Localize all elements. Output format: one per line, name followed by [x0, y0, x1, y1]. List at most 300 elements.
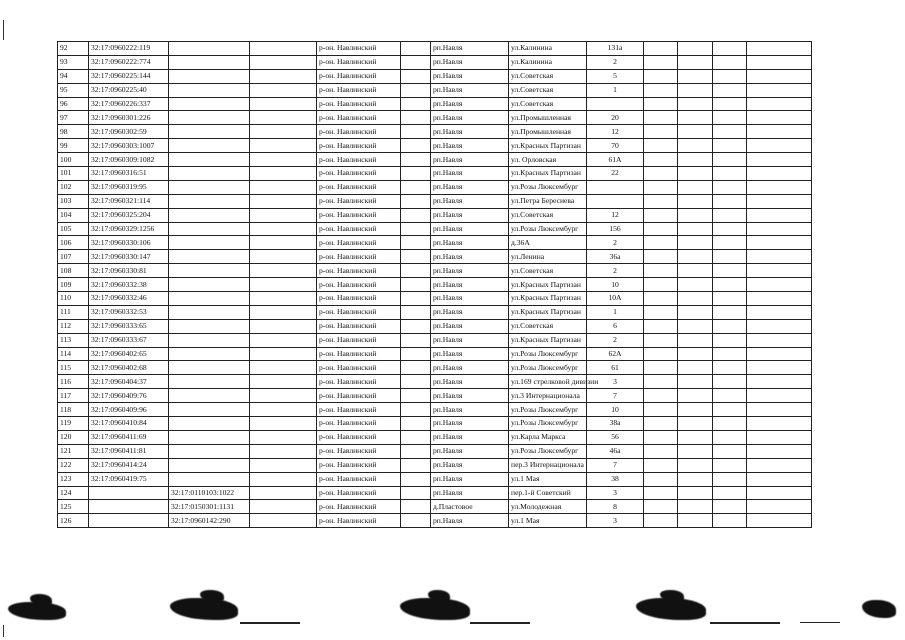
blank-cell [250, 236, 317, 250]
locality-cell: рп.Навля [431, 472, 509, 486]
blank-cell [747, 389, 812, 403]
row-number: 110 [58, 292, 89, 306]
blank-cell [713, 319, 747, 333]
district-cell: р-он. Навлинский [317, 292, 401, 306]
blank-cell [678, 125, 713, 139]
district-cell: р-он. Навлинский [317, 430, 401, 444]
cadastral-number-cell: 32:17:0960332:53 [89, 305, 169, 319]
house-number-cell: 3 [587, 486, 644, 500]
blank-cell [713, 97, 747, 111]
table-row [58, 194, 812, 208]
blank-cell [678, 194, 713, 208]
district-cell: р-он. Навлинский [317, 83, 401, 97]
district-cell: р-он. Навлинский [317, 153, 401, 167]
blank-cell [713, 139, 747, 153]
blank-cell [713, 264, 747, 278]
street-cell: ул.1 Мая [509, 514, 587, 528]
blank-cell [678, 403, 713, 417]
blank-cell [747, 194, 812, 208]
cadastral-number-alt-cell [169, 208, 250, 222]
blank-cell [401, 389, 431, 403]
blank-cell [644, 167, 678, 181]
street-cell: ул.Молодежная [509, 500, 587, 514]
district-cell: р-он. Навлинский [317, 180, 401, 194]
blank-cell [747, 97, 812, 111]
blank-cell [713, 486, 747, 500]
blank-cell [644, 236, 678, 250]
street-cell: ул.3 Интернационала [509, 389, 587, 403]
blank-cell [678, 167, 713, 181]
row-number: 116 [58, 375, 89, 389]
blank-cell [678, 444, 713, 458]
blank-cell [713, 403, 747, 417]
blank-cell [401, 97, 431, 111]
cadastral-number-alt-cell [169, 55, 250, 69]
district-cell: р-он. Навлинский [317, 347, 401, 361]
blank-cell [250, 472, 317, 486]
blank-cell [401, 500, 431, 514]
table-row [58, 278, 812, 292]
blank-cell [644, 319, 678, 333]
cadastral-number-alt-cell [169, 458, 250, 472]
blank-cell [713, 514, 747, 528]
blank-cell [747, 69, 812, 83]
row-number: 104 [58, 208, 89, 222]
blank-cell [713, 347, 747, 361]
cadastral-number-cell: 32:17:0960302:59 [89, 125, 169, 139]
blank-cell [678, 69, 713, 83]
blank-cell [713, 458, 747, 472]
district-cell: р-он. Навлинский [317, 403, 401, 417]
cadastral-number-alt-cell [169, 430, 250, 444]
blank-cell [644, 194, 678, 208]
blank-cell [678, 208, 713, 222]
row-number: 97 [58, 111, 89, 125]
blank-cell [678, 153, 713, 167]
house-number-cell: 2 [587, 236, 644, 250]
street-cell: ул.Розы Люксембург [509, 361, 587, 375]
street-cell: ул.Советская [509, 69, 587, 83]
cadastral-number-alt-cell [169, 153, 250, 167]
house-number-cell: 10 [587, 403, 644, 417]
row-number: 98 [58, 125, 89, 139]
street-cell: ул.1 Мая [509, 472, 587, 486]
cadastral-number-cell: 32:17:0960225:40 [89, 83, 169, 97]
locality-cell: рп.Навля [431, 333, 509, 347]
blank-cell [250, 319, 317, 333]
blank-cell [401, 472, 431, 486]
table-row [58, 167, 812, 181]
blank-cell [250, 125, 317, 139]
cadastral-number-cell: 32:17:0960303:1007 [89, 139, 169, 153]
blank-cell [678, 472, 713, 486]
row-number: 111 [58, 305, 89, 319]
row-number: 118 [58, 403, 89, 417]
blank-cell [401, 264, 431, 278]
row-number: 96 [58, 97, 89, 111]
blank-cell [644, 83, 678, 97]
blank-cell [401, 514, 431, 528]
cadastral-number-cell: 32:17:0960325:204 [89, 208, 169, 222]
blank-cell [678, 319, 713, 333]
cadastral-number-alt-cell [169, 333, 250, 347]
blank-cell [678, 42, 713, 56]
table-row [58, 514, 812, 528]
blank-cell [747, 319, 812, 333]
cadastral-number-cell: 32:17:0960410:84 [89, 417, 169, 431]
table-row [58, 97, 812, 111]
table-row [58, 55, 812, 69]
table-row [58, 222, 812, 236]
blank-cell [747, 125, 812, 139]
table-row [58, 83, 812, 97]
district-cell: р-он. Навлинский [317, 514, 401, 528]
locality-cell: рп.Навля [431, 139, 509, 153]
table-row [58, 180, 812, 194]
cadastral-number-alt-cell [169, 444, 250, 458]
house-number-cell: 70 [587, 139, 644, 153]
table-row [58, 389, 812, 403]
blank-cell [713, 83, 747, 97]
blank-cell [644, 111, 678, 125]
district-cell: р-он. Навлинский [317, 333, 401, 347]
blank-cell [713, 55, 747, 69]
street-cell: ул.Розы Люксембург [509, 417, 587, 431]
cadastral-number-cell: 32:17:0960222:774 [89, 55, 169, 69]
cadastral-number-cell [89, 486, 169, 500]
blank-cell [250, 486, 317, 500]
cadastral-number-cell: 32:17:0960309:1082 [89, 153, 169, 167]
cadastral-number-cell: 32:17:0960330:81 [89, 264, 169, 278]
house-number-cell: 156 [587, 222, 644, 236]
blank-cell [747, 403, 812, 417]
row-number: 103 [58, 194, 89, 208]
row-number: 92 [58, 42, 89, 56]
table-row [58, 125, 812, 139]
house-number-cell [587, 180, 644, 194]
row-number: 114 [58, 347, 89, 361]
blank-cell [401, 278, 431, 292]
blank-cell [678, 250, 713, 264]
blank-cell [713, 69, 747, 83]
street-cell: ул.Советская [509, 97, 587, 111]
blank-cell [747, 361, 812, 375]
row-number: 126 [58, 514, 89, 528]
street-cell: ул.Ленина [509, 250, 587, 264]
blank-cell [747, 111, 812, 125]
blank-cell [678, 486, 713, 500]
district-cell: р-он. Навлинский [317, 500, 401, 514]
cadastral-number-alt-cell [169, 83, 250, 97]
table-body [58, 42, 812, 528]
blank-cell [401, 180, 431, 194]
blank-cell [644, 222, 678, 236]
locality-cell: д.Пластовое [431, 500, 509, 514]
blank-cell [401, 333, 431, 347]
blank-cell [678, 292, 713, 306]
street-cell: ул.Розы Люксембург [509, 403, 587, 417]
table-row [58, 250, 812, 264]
blank-cell [401, 236, 431, 250]
blank-cell [250, 430, 317, 444]
locality-cell: рп.Навля [431, 69, 509, 83]
blank-cell [250, 347, 317, 361]
street-cell: ул.Розы Люксембург [509, 347, 587, 361]
blank-cell [401, 430, 431, 444]
locality-cell: рп.Навля [431, 250, 509, 264]
blank-cell [747, 222, 812, 236]
street-cell: ул.Красных Партизан [509, 333, 587, 347]
locality-cell: рп.Навля [431, 194, 509, 208]
row-number: 124 [58, 486, 89, 500]
locality-cell: рп.Навля [431, 444, 509, 458]
district-cell: р-он. Навлинский [317, 167, 401, 181]
cadastral-number-alt-cell: 32:17:0960142:290 [169, 514, 250, 528]
blank-cell [747, 180, 812, 194]
table-row [58, 486, 812, 500]
blank-cell [644, 250, 678, 264]
row-number: 101 [58, 167, 89, 181]
cadastral-number-cell: 32:17:0960225:144 [89, 69, 169, 83]
blank-cell [644, 69, 678, 83]
house-number-cell: 12 [587, 125, 644, 139]
house-number-cell: 2 [587, 333, 644, 347]
blank-cell [401, 444, 431, 458]
cadastral-number-alt-cell [169, 389, 250, 403]
house-number-cell: 6 [587, 319, 644, 333]
cadastral-number-alt-cell [169, 403, 250, 417]
locality-cell: рп.Навля [431, 167, 509, 181]
locality-cell: рп.Навля [431, 514, 509, 528]
cadastral-number-alt-cell [169, 417, 250, 431]
blank-cell [713, 236, 747, 250]
cadastral-number-cell: 32:17:0960226:337 [89, 97, 169, 111]
blank-cell [713, 125, 747, 139]
blank-cell [678, 333, 713, 347]
blank-cell [644, 417, 678, 431]
blank-cell [250, 417, 317, 431]
table-row [58, 333, 812, 347]
blank-cell [401, 305, 431, 319]
district-cell: р-он. Навлинский [317, 264, 401, 278]
cadastral-number-cell: 32:17:0960409:76 [89, 389, 169, 403]
cadastral-number-alt-cell [169, 42, 250, 56]
blank-cell [678, 375, 713, 389]
row-number: 106 [58, 236, 89, 250]
blank-cell [401, 69, 431, 83]
cadastral-number-cell: 32:17:0960329:1256 [89, 222, 169, 236]
row-number: 122 [58, 458, 89, 472]
street-cell: ул.Красных Партизан [509, 305, 587, 319]
house-number-cell: 20 [587, 111, 644, 125]
district-cell: р-он. Навлинский [317, 111, 401, 125]
street-cell: ул.Розы Люксембург [509, 180, 587, 194]
street-cell: ул.Советская [509, 319, 587, 333]
blank-cell [713, 180, 747, 194]
house-number-cell: 1 [587, 305, 644, 319]
blank-cell [644, 278, 678, 292]
blank-cell [250, 250, 317, 264]
blank-cell [401, 111, 431, 125]
cadastral-number-cell: 32:17:0960330:147 [89, 250, 169, 264]
blank-cell [401, 153, 431, 167]
row-number: 120 [58, 430, 89, 444]
blank-cell [250, 111, 317, 125]
blank-cell [747, 236, 812, 250]
blank-cell [250, 167, 317, 181]
blank-cell [644, 139, 678, 153]
house-number-cell: 62А [587, 347, 644, 361]
blank-cell [747, 139, 812, 153]
district-cell: р-он. Навлинский [317, 194, 401, 208]
cadastral-number-alt-cell [169, 194, 250, 208]
cadastral-number-cell [89, 500, 169, 514]
table-row [58, 444, 812, 458]
house-number-cell: 1 [587, 83, 644, 97]
street-cell: пер.1-й Советский [509, 486, 587, 500]
blank-cell [713, 472, 747, 486]
blank-cell [250, 55, 317, 69]
blank-cell [713, 361, 747, 375]
blank-cell [644, 430, 678, 444]
cadastral-number-cell: 32:17:0960332:38 [89, 278, 169, 292]
blank-cell [401, 55, 431, 69]
cadastral-number-alt-cell [169, 305, 250, 319]
house-number-cell: 46а [587, 444, 644, 458]
cadastral-number-cell: 32:17:0960414:24 [89, 458, 169, 472]
blank-cell [713, 305, 747, 319]
blank-cell [250, 153, 317, 167]
blank-cell [250, 139, 317, 153]
street-cell: ул.Красных Партизан [509, 278, 587, 292]
blank-cell [644, 472, 678, 486]
house-number-cell: 38 [587, 472, 644, 486]
blank-cell [713, 167, 747, 181]
blank-cell [747, 458, 812, 472]
blank-cell [747, 208, 812, 222]
row-number: 100 [58, 153, 89, 167]
blank-cell [747, 264, 812, 278]
blank-cell [678, 278, 713, 292]
blank-cell [250, 264, 317, 278]
house-number-cell: 36а [587, 250, 644, 264]
cadastral-number-cell: 32:17:0960301:226 [89, 111, 169, 125]
blank-cell [401, 194, 431, 208]
scan-edge-mark [3, 20, 4, 40]
blank-cell [644, 292, 678, 306]
blank-cell [401, 319, 431, 333]
house-number-cell: 61 [587, 361, 644, 375]
cadastral-number-alt-cell [169, 319, 250, 333]
blank-cell [401, 250, 431, 264]
cadastral-number-alt-cell: 32:17:0110103:1022 [169, 486, 250, 500]
blank-cell [678, 417, 713, 431]
blank-cell [401, 458, 431, 472]
table-row [58, 319, 812, 333]
cadastral-number-cell: 32:17:0960411:69 [89, 430, 169, 444]
blank-cell [401, 417, 431, 431]
street-cell: пер.3 Интернационала [509, 458, 587, 472]
street-cell: ул.Петра Бересиева [509, 194, 587, 208]
house-number-cell: 56 [587, 430, 644, 444]
cadastral-number-cell: 32:17:0960222:119 [89, 42, 169, 56]
locality-cell: рп.Навля [431, 208, 509, 222]
cadastral-number-cell [89, 514, 169, 528]
cadastral-number-cell: 32:17:0960321:114 [89, 194, 169, 208]
house-number-cell: 38а [587, 417, 644, 431]
house-number-cell: 61А [587, 153, 644, 167]
blank-cell [644, 375, 678, 389]
row-number: 117 [58, 389, 89, 403]
cadastral-number-alt-cell [169, 111, 250, 125]
cadastral-number-alt-cell [169, 222, 250, 236]
blank-cell [644, 55, 678, 69]
cadastral-number-cell: 32:17:0960409:96 [89, 403, 169, 417]
district-cell: р-он. Навлинский [317, 361, 401, 375]
cadastral-number-alt-cell [169, 69, 250, 83]
table-row [58, 361, 812, 375]
locality-cell: рп.Навля [431, 486, 509, 500]
blank-cell [401, 208, 431, 222]
table-row [58, 403, 812, 417]
blank-cell [250, 292, 317, 306]
district-cell: р-он. Навлинский [317, 97, 401, 111]
blank-cell [250, 208, 317, 222]
district-cell: р-он. Навлинский [317, 125, 401, 139]
row-number: 99 [58, 139, 89, 153]
blank-cell [747, 83, 812, 97]
blank-cell [747, 500, 812, 514]
cadastral-number-cell: 32:17:0960333:65 [89, 319, 169, 333]
district-cell: р-он. Навлинский [317, 69, 401, 83]
blank-cell [401, 167, 431, 181]
blank-cell [401, 83, 431, 97]
blank-cell [644, 333, 678, 347]
blank-cell [678, 430, 713, 444]
blank-cell [747, 444, 812, 458]
cadastral-number-alt-cell [169, 264, 250, 278]
blank-cell [747, 430, 812, 444]
district-cell: р-он. Навлинский [317, 319, 401, 333]
locality-cell: рп.Навля [431, 97, 509, 111]
blank-cell [747, 486, 812, 500]
street-cell: ул.Советская [509, 83, 587, 97]
scan-noise-strip [0, 588, 905, 628]
blank-cell [401, 486, 431, 500]
blank-cell [678, 236, 713, 250]
row-number: 119 [58, 417, 89, 431]
blank-cell [644, 361, 678, 375]
blank-cell [678, 264, 713, 278]
blank-cell [644, 444, 678, 458]
cadastral-number-cell: 32:17:0960319:95 [89, 180, 169, 194]
locality-cell: рп.Навля [431, 264, 509, 278]
row-number: 109 [58, 278, 89, 292]
blank-cell [678, 83, 713, 97]
row-number: 121 [58, 444, 89, 458]
blank-cell [644, 153, 678, 167]
blank-cell [644, 403, 678, 417]
blank-cell [713, 278, 747, 292]
row-number: 125 [58, 500, 89, 514]
blank-cell [747, 167, 812, 181]
locality-cell: рп.Навля [431, 458, 509, 472]
cadastral-number-cell: 32:17:0960316:51 [89, 167, 169, 181]
table-row [58, 500, 812, 514]
blank-cell [250, 375, 317, 389]
district-cell: р-он. Навлинский [317, 486, 401, 500]
blank-cell [250, 97, 317, 111]
